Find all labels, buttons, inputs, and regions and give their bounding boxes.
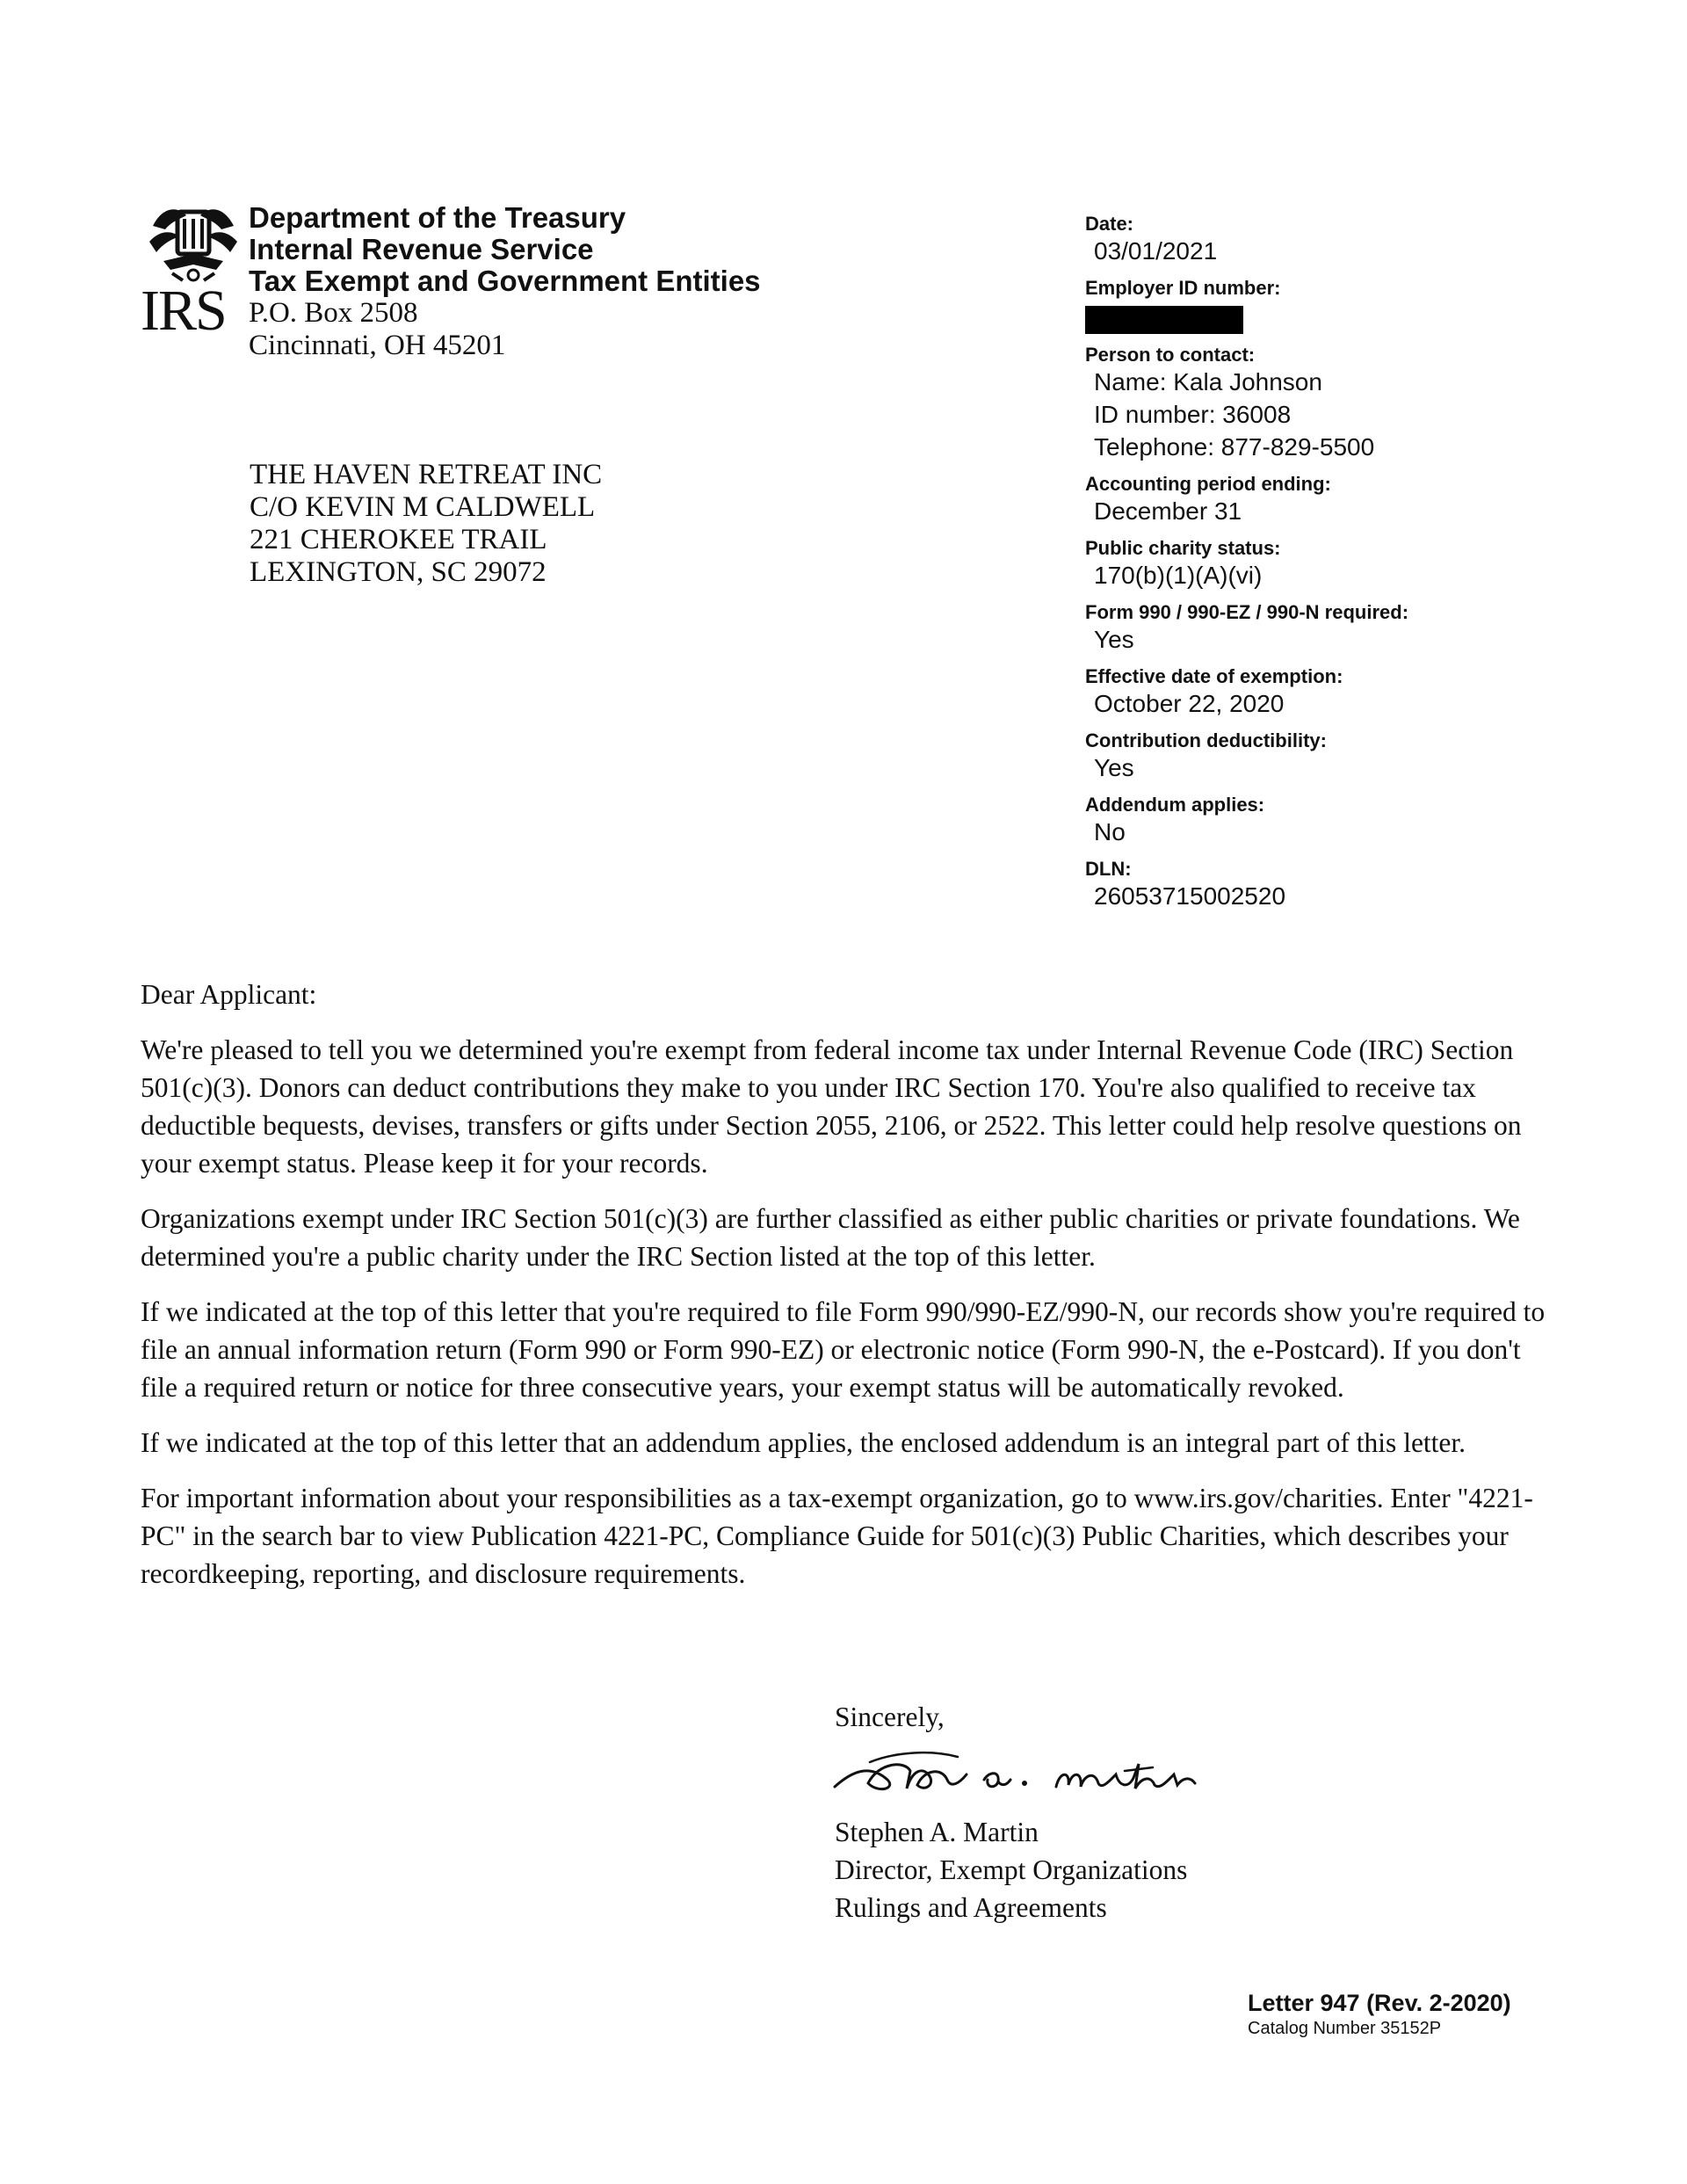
deduct-label: Contribution deductibility: — [1085, 729, 1327, 751]
signer-name: Stephen A. Martin — [835, 1817, 1039, 1847]
body-paragraph-5: For important information about your responsibilities as a tax-exempt organization, go to www.irs.gov/charities. Enter "4221-PC" in the search bar to view Publication 4221-PC, Compliance Guide for 501(c)(3) Public Charities, which describes your recordkeeping, reporting, and disclosure requirements. — [141, 1483, 1533, 1589]
form-group — [1085, 602, 1577, 656]
deduct-value: Yes — [1094, 754, 1134, 781]
letterhead — [141, 198, 844, 374]
ein-redaction — [1085, 306, 1243, 334]
charity-group — [1085, 538, 1577, 591]
recipient-street: 221 CHEROKEE TRAIL — [250, 524, 547, 555]
contact-id: ID number: 36008 — [1094, 401, 1292, 428]
body-paragraph-2: Organizations exempt under IRC Section 501(c)(3) are further classified as either public charities or private foundations. We determined you're a public charity under the IRC Section listed at the top of this letter. — [141, 1203, 1520, 1272]
dln-label: DLN: — [1085, 858, 1132, 880]
date-value: 03/01/2021 — [1094, 237, 1218, 265]
signer-title-1: Director, Exempt Organizations — [835, 1854, 1188, 1885]
period-group — [1085, 474, 1577, 527]
dln-value: 26053715002520 — [1094, 882, 1286, 910]
ein-group — [1085, 278, 1577, 334]
dln-group — [1085, 859, 1577, 912]
recipient-org: THE HAVEN RETREAT INC — [250, 459, 603, 490]
handwritten-signature — [826, 1745, 1213, 1806]
addendum-group — [1085, 795, 1577, 848]
ein-label: Employer ID number: — [1085, 277, 1281, 299]
addendum-label: Addendum applies: — [1085, 794, 1265, 816]
recipient-address — [250, 459, 602, 589]
body-paragraph-4: If we indicated at the top of this letter that an addendum applies, the enclosed addendum is an integral part of this letter. — [141, 1427, 1466, 1458]
irs-logo-text: IRS — [141, 279, 226, 343]
agency-service: Internal Revenue Service — [249, 233, 594, 265]
period-label: Accounting period ending: — [1085, 473, 1331, 495]
form-number: Letter 947 (Rev. 2-2020) — [1248, 1990, 1511, 2016]
charity-value: 170(b)(1)(A)(vi) — [1094, 562, 1263, 589]
recipient-city: LEXINGTON, SC 29072 — [250, 556, 547, 588]
addendum-value: No — [1094, 818, 1126, 845]
body-paragraph-1: We're pleased to tell you we determined you're exempt from federal income tax under Internal Revenue Code (IRC) Section 501(c)(3). Donors can deduct contributions they make to you under IRC Section 170. You're also qualified to receive tax deductible bequests, devises, transfers or gifts under Section 2055, 2106, or 2522. This letter could help resolve questions on your exempt status. Please keep it for your records. — [141, 1034, 1522, 1179]
form-value: Yes — [1094, 626, 1134, 653]
contact-phone: Telephone: 877-829-5500 — [1094, 433, 1375, 461]
agency-department: Department of the Treasury — [249, 201, 626, 234]
footer — [1248, 1989, 1599, 2040]
salutation: Dear Applicant: — [141, 979, 317, 1010]
body-paragraph-3: If we indicated at the top of this letter that you're required to file Form 990/990-EZ/990-N, our records show you're required to file an annual information return (Form 990 or Form 990-EZ) or electronic notice (Form 990-N, the e-Postcard). If you don't file a required return or notice for three consecutive years, your exempt status will be automatically revoked. — [141, 1296, 1546, 1403]
effective-label: Effective date of exemption: — [1085, 665, 1343, 687]
signer-title-2: Rulings and Agreements — [835, 1892, 1107, 1923]
contact-group — [1085, 345, 1577, 463]
contact-name: Name: Kala Johnson — [1094, 368, 1322, 395]
effective-group — [1085, 666, 1577, 720]
effective-value: October 22, 2020 — [1094, 690, 1285, 717]
recipient-care-of: C/O KEVIN M CALDWELL — [250, 491, 596, 523]
agency-division: Tax Exempt and Government Entities — [249, 265, 761, 297]
period-value: December 31 — [1094, 497, 1242, 525]
closing-block — [835, 1698, 1450, 1926]
date-label: Date: — [1085, 213, 1134, 235]
charity-label: Public charity status: — [1085, 537, 1281, 559]
letter-info-block — [1085, 214, 1577, 923]
catalog-number: Catalog Number 35152P — [1248, 2019, 1442, 2038]
agency-block — [249, 202, 761, 362]
date-group — [1085, 214, 1577, 267]
form-label: Form 990 / 990-EZ / 990-N required: — [1085, 601, 1409, 623]
letter-body — [141, 976, 1546, 1610]
irs-eagle-logo-icon — [146, 200, 241, 284]
deduct-group — [1085, 730, 1577, 784]
agency-city: Cincinnati, OH 45201 — [249, 330, 506, 361]
contact-label: Person to contact: — [1085, 344, 1256, 366]
valediction: Sincerely, — [835, 1701, 945, 1732]
irs-logo — [141, 198, 244, 343]
agency-po-box: P.O. Box 2508 — [249, 297, 418, 329]
